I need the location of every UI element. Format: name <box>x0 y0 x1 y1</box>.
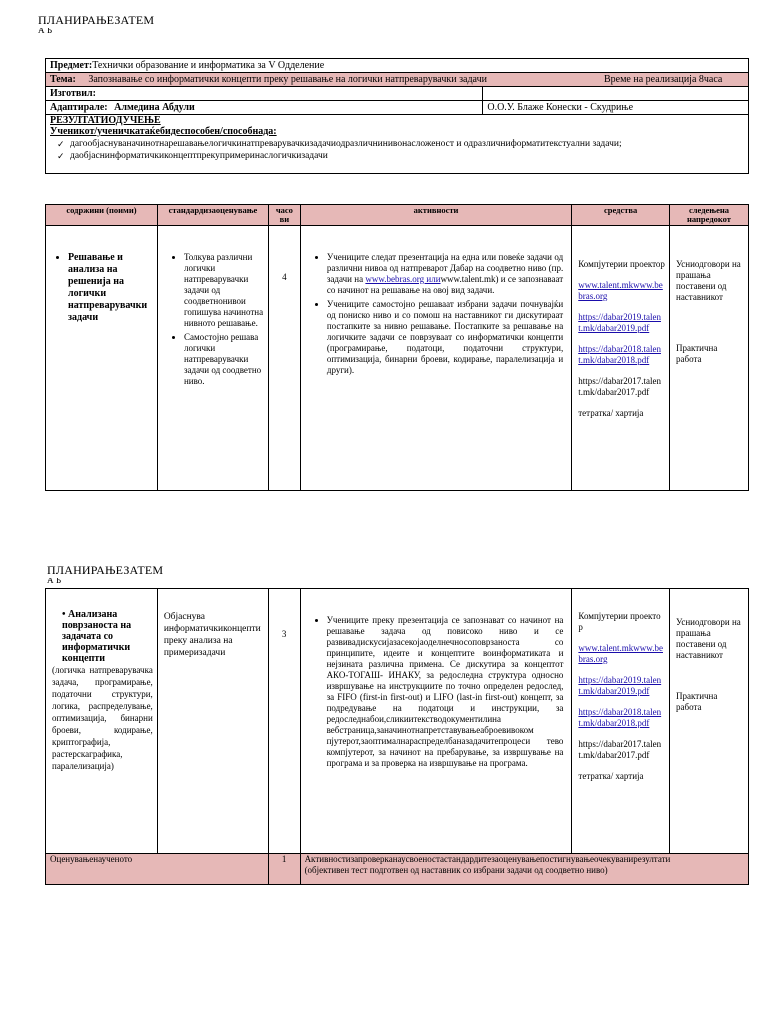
header-content: содржини (поими) <box>46 205 158 226</box>
means-link-dabar2018[interactable]: https://dabar2018.talent.mk/dabar2018.pdf <box>578 707 662 728</box>
hours-cell-2: 3 <box>268 589 300 854</box>
header-means: средства <box>572 205 670 226</box>
header-standards: стандардизаоценување <box>157 205 268 226</box>
school-cell: О.О.У. Блаже Конески - Скудриње <box>483 101 749 115</box>
content-title: • Анализана поврзаноста на задачата со информатички концепти <box>62 609 132 664</box>
activity-item: • Учениците следат презентација на една или повеќе задачи од различни нивоа од натпреварот Дабар на соодветно ниво (пр. задачи на www.bebras.org илиwww.talent.mk) и се запознаваат со начинот на решавање на овој вид задачи. <box>327 252 563 296</box>
activities-cell-2 <box>300 589 572 854</box>
plan-table-2 <box>45 588 749 885</box>
tracking-practical: Практична работа <box>676 691 718 712</box>
plan-table-1 <box>45 204 749 491</box>
bebras-link[interactable]: www.bebras.org или <box>365 274 441 284</box>
activity-item: • Учениците преку презентација се запознават со начинот на решавање задача од повисоко ниво и се развивадискусијазасекојаоделнечносоповрзаноста со принципите, идеите и концептите воинформатиката и нејзината различна примена. Се дискутира за концептот АКО-ТОГАШ- ИНАКУ, за редоследна структура односно извршување на инструкциите по точно определен редослед, за FIFO (first-in first-out) и LIFO (last-in first-out) концепт, за подредување на податоци и инструкции, за редоследнабои,сликиитекстводокументилина вебстраница,заначинотнапретставувањеаброевивоком пјутерот,заоптималнараспределбаназадачитепроцеси тево компјутерот, за начинот на пребарување, за извршување на програма и за проверка на извршување на програма. <box>327 615 564 769</box>
means-link-dabar2019[interactable]: https://dabar2019.talent.mk/dabar2019.pdf <box>578 675 662 696</box>
page2-heading: ПЛАНИРАЊЕЗАТЕМ А Б <box>47 563 164 583</box>
header-tracking: следењена напредокот <box>670 205 749 226</box>
made-by-cell: Изготвил: <box>46 87 483 101</box>
standards-cell-2: Објаснува информатичкиконцепти преку анализа на примеризадачи <box>157 589 268 854</box>
activities-cell <box>300 226 571 491</box>
made-by-value-cell <box>483 87 749 101</box>
info-table <box>45 58 749 174</box>
means-computers: Компјутерии проектор <box>578 259 665 269</box>
tracking-cell <box>670 226 749 491</box>
means-link-dabar2019[interactable]: https://dabar2019.talent.mk/dabar2019.pdf <box>578 312 661 333</box>
means-link-dabar2018[interactable]: https://dabar2018.talent.mk/dabar2018.pdf <box>578 344 661 365</box>
header-activities: активности <box>300 205 571 226</box>
subject-row: Предмет:Технички образование и информатика за V Одделение <box>46 59 749 73</box>
header-hours: часо ви <box>268 205 300 226</box>
results-item: ✓ даобјаснинформатичкиконцептпрекупримеринаслогичкизадачи <box>70 150 744 162</box>
content-cell: • Решавање и анализа на решенија на логички натпреварувачки задачи <box>46 226 158 491</box>
results-list <box>50 138 744 162</box>
means-dabar2017: https://dabar2017.talent.mk/dabar2017.pdf <box>578 739 662 760</box>
tracking-oral: Усниодговори на прашања поставени од наставникот <box>676 617 741 660</box>
footer-text-cell: Активностизапроверканаусвоеностастандардитезаоценувањепостигнувањеочекуванирезултати (објективен тест подготвен од наставник со избрани задачи од соодветно ниво) <box>300 854 748 885</box>
means-cell-2 <box>572 589 670 854</box>
activity-item: • Учениците самостојно решаваат избрани задачи почнувајќи од пониско ниво и со помош на наставникот ги дискутираат постапките за нивно решавање. Постапките за решавање на логичките задачи се поврзуваат со информатички концепти (програмирање, податоци, податочни структури, оптимизација, бинарни броеви, кодирање, паралелизација и други). <box>327 299 563 376</box>
means-paper: тетратка/ хартија <box>578 408 644 418</box>
results-item: ✓ дагообјаснуваначинотнарешавањелогичкинатпреварувачкизадачиодразличнинивонасложеност и одразличниформатитекстуални задачи; <box>70 138 744 150</box>
footer-label-cell: Оценувањенаученото <box>46 854 269 885</box>
results-title: РЕЗУЛТАТИОДУЧЕЊЕ <box>50 115 161 126</box>
hours-cell: 4 <box>268 226 300 491</box>
footer-hours-cell: 1 <box>268 854 300 885</box>
means-paper: тетратка/ хартија <box>578 771 644 781</box>
content-cell-2 <box>46 589 158 854</box>
standard-item: • Толкува различни логички натпреварувачки задачи од соодветнонивои гопишува начинотна нивното решавање. <box>184 252 264 329</box>
adapted-cell: Адаптирале: Алмедина Абдули <box>46 101 483 115</box>
tracking-cell-2 <box>670 589 749 854</box>
tracking-practical: Практична работа <box>676 343 718 364</box>
results-cell <box>46 115 749 174</box>
topic-row: Тема: Запознавање со информатички концепти преку решавање на логички натпреварувачки задачи Време на реализација 8часа <box>46 73 749 87</box>
means-dabar2017: https://dabar2017.talent.mk/dabar2017.pdf <box>578 376 661 397</box>
tracking-oral: Усниодговори на прашања поставени од наставникот <box>676 259 741 302</box>
standard-item: • Самостојно решава логички натпреварувачки задачи од соодветно ниво. <box>184 332 264 387</box>
page1-heading: ПЛАНИРАЊЕЗАТЕМ А Б <box>38 13 155 33</box>
results-subtitle: Ученикот/ученичкатаќебидеспособен/способнада: <box>50 126 277 137</box>
content-detail: (логичка натпреварувачка задача, програмирање, податочни структури, логика, распределување, оптимизација, бинарни броеви, кодирање, криптографија, растерскаграфика, паралелизација) <box>52 665 153 771</box>
standards-cell <box>157 226 268 491</box>
means-cell <box>572 226 670 491</box>
means-computers: Компјутерии проектор <box>578 611 661 632</box>
means-link-talent[interactable]: www.talent.mkwww.bebras.org <box>578 280 663 301</box>
means-link-talent[interactable]: www.talent.mkwww.bebras.org <box>578 643 663 664</box>
